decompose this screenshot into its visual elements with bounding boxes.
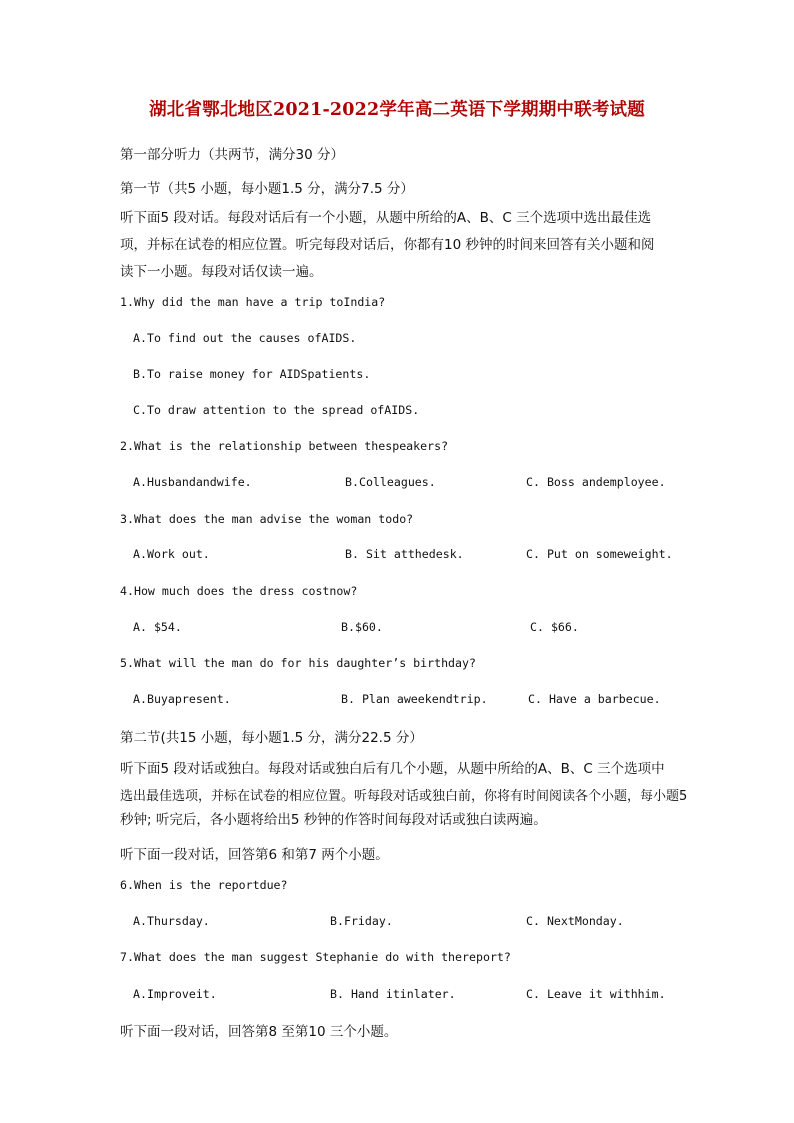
question-4-option-c: C. $66. <box>530 620 579 634</box>
question-3: 3.What does the man advise the woman todo? <box>120 512 414 526</box>
instruction-line: 读下一小题。每段对话仅读一遍。 <box>120 264 323 280</box>
instruction-line: 秒钟; 听完后，各小题将给出5 秒钟的作答时间每段对话或独白读两遍。 <box>120 812 547 828</box>
question-4-option-b: B.$60. <box>341 620 383 634</box>
part1-heading: 第一部分听力（共两节，满分30 分） <box>120 147 344 163</box>
question-5-option-b: B. Plan aweekendtrip. <box>341 692 488 706</box>
instruction-line: 听下面5 段对话或独白。每段对话或独白后有几个小题，从题中所给的A、B、C 三个选项中 <box>120 761 665 777</box>
question-5-option-c: C. Have a barbecue. <box>528 692 661 706</box>
question-6: 6.When is the reportdue? <box>120 878 288 892</box>
question-3-option-c: C. Put on someweight. <box>526 547 673 561</box>
question-2: 2.What is the relationship between thespeakers? <box>120 439 449 453</box>
question-7: 7.What does the man suggest Stephanie do with thereport? <box>120 950 511 964</box>
section1-instructions <box>120 205 680 286</box>
instruction-line: 听下面5 段对话。每段对话后有一个小题，从题中所给的A、B、C 三个选项中选出最佳选 <box>120 210 652 226</box>
question-7-option-c: C. Leave it withhim. <box>526 987 666 1001</box>
question-5: 5.What will the man do for his daughter’s birthday? <box>120 656 476 670</box>
question-7-option-a: A.Improveit. <box>133 987 217 1001</box>
instruction-line: 项，并标在试卷的相应位置。听完每段对话后，你都有10 秒钟的时间来回答有关小题和阅 <box>120 237 655 253</box>
question-2-option-b: B.Colleagues. <box>345 475 436 489</box>
page-title: 湖北省鄂北地区2021-2022学年高二英语下学期期中联考试题 <box>149 100 645 120</box>
dialog-8-10-intro: 听下面一段对话，回答第8 至第10 三个小题。 <box>120 1024 398 1040</box>
dialog-6-7-intro: 听下面一段对话，回答第6 和第7 两个小题。 <box>120 847 389 863</box>
question-6-option-c: C. NextMonday. <box>526 914 624 928</box>
question-4-option-a: A. $54. <box>133 620 182 634</box>
question-1: 1.Why did the man have a trip toIndia? <box>120 295 386 309</box>
question-1-option-c: C.To draw attention to the spread ofAIDS. <box>133 403 420 417</box>
question-3-option-b: B. Sit atthedesk. <box>345 547 464 561</box>
question-7-option-b: B. Hand itinlater. <box>330 987 456 1001</box>
question-6-option-a: A.Thursday. <box>133 914 210 928</box>
section2-instructions <box>120 756 688 830</box>
question-5-option-a: A.Buyapresent. <box>133 692 231 706</box>
instruction-line: 选出最佳选项，并标在试卷的相应位置。听每段对话或独白前，你将有时间阅读各个小题，每小题5 <box>120 789 688 804</box>
question-4: 4.How much does the dress costnow? <box>120 584 358 598</box>
question-2-option-a: A.Husbandandwife. <box>133 475 252 489</box>
question-6-option-b: B.Friday. <box>330 914 393 928</box>
question-1-option-b: B.To raise money for AIDSpatients. <box>133 367 371 381</box>
section2-heading: 第二节(共15 小题，每小题1.5 分，满分22.5 分） <box>120 730 423 746</box>
section1-heading: 第一节（共5 小题，每小题1.5 分，满分7.5 分） <box>120 181 414 197</box>
question-3-option-a: A.Work out. <box>133 547 210 561</box>
question-2-option-c: C. Boss andemployee. <box>526 475 666 489</box>
question-1-option-a: A.To find out the causes ofAIDS. <box>133 331 357 345</box>
